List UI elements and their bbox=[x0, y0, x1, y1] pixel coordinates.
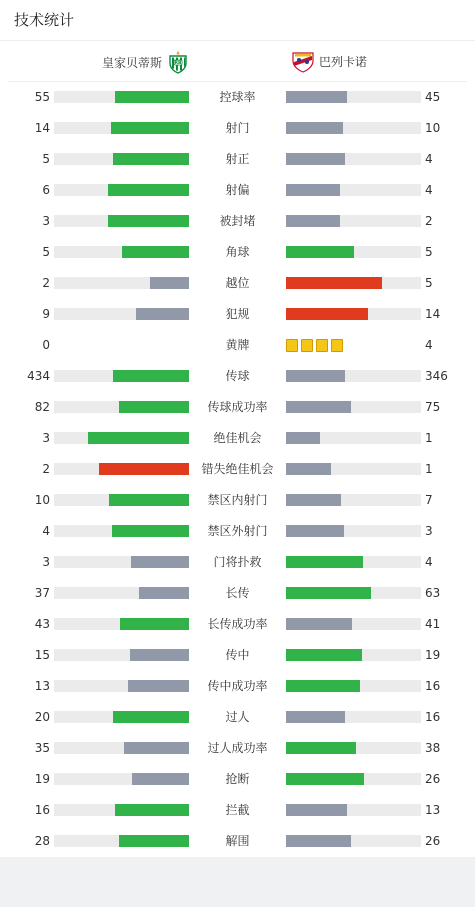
stat-row bbox=[0, 423, 475, 454]
stat-row bbox=[0, 113, 475, 144]
stat-row bbox=[0, 82, 475, 113]
away-bar-fill bbox=[286, 649, 362, 661]
away-bar-track bbox=[286, 153, 421, 165]
away-bar-fill bbox=[286, 122, 343, 134]
away-value: 16 bbox=[425, 679, 441, 693]
home-value: 14 bbox=[34, 121, 50, 135]
away-bar-fill bbox=[286, 463, 331, 475]
away-bar-track bbox=[286, 494, 421, 506]
home-bar-fill bbox=[113, 370, 189, 382]
home-value: 0 bbox=[42, 338, 50, 352]
away-value: 63 bbox=[425, 586, 441, 600]
away-bar-fill bbox=[286, 401, 351, 413]
stat-label: 被封堵 bbox=[219, 214, 256, 228]
home-bar-track bbox=[54, 215, 189, 227]
away-value: 26 bbox=[425, 772, 441, 786]
away-bar-track bbox=[286, 122, 421, 134]
stat-label: 黄牌 bbox=[225, 338, 250, 352]
rayo-vallecano-crest-icon bbox=[291, 49, 315, 73]
home-value: 9 bbox=[42, 307, 50, 321]
home-bar-fill bbox=[124, 742, 189, 754]
stat-row bbox=[0, 547, 475, 578]
home-value: 2 bbox=[42, 462, 50, 476]
home-bar-fill bbox=[136, 308, 189, 320]
home-value: 10 bbox=[34, 493, 50, 507]
away-value: 41 bbox=[425, 617, 441, 631]
away-bar-fill bbox=[286, 556, 363, 568]
stat-row bbox=[0, 516, 475, 547]
home-value: 5 bbox=[42, 152, 50, 166]
home-bar-fill bbox=[120, 618, 189, 630]
away-bar-fill bbox=[286, 277, 382, 289]
yellow-card-icon bbox=[301, 339, 313, 352]
away-bar-track bbox=[286, 525, 421, 537]
home-team-name: 皇家贝蒂斯 bbox=[102, 55, 163, 70]
away-bar-track bbox=[286, 401, 421, 413]
stat-row bbox=[0, 268, 475, 299]
yellow-card-icon bbox=[331, 339, 343, 352]
away-bar-fill bbox=[286, 618, 352, 630]
stat-label: 控球率 bbox=[219, 90, 256, 104]
away-bar-track bbox=[286, 91, 421, 103]
stats-list bbox=[0, 82, 475, 857]
real-betis-crest-icon bbox=[166, 50, 190, 74]
away-value: 4 bbox=[425, 152, 433, 166]
home-value: 55 bbox=[34, 90, 50, 104]
home-bar-track bbox=[54, 835, 189, 847]
away-value: 16 bbox=[425, 710, 441, 724]
title-divider bbox=[0, 40, 475, 41]
home-bar-fill bbox=[112, 525, 189, 537]
stat-row bbox=[0, 609, 475, 640]
yellow-card-icon bbox=[316, 339, 328, 352]
away-value: 4 bbox=[425, 338, 433, 352]
home-value: 4 bbox=[42, 524, 50, 538]
away-bar-fill bbox=[286, 432, 320, 444]
away-bar-fill bbox=[286, 215, 340, 227]
away-bar-fill bbox=[286, 587, 371, 599]
away-bar-fill bbox=[286, 91, 347, 103]
stat-label: 传中 bbox=[225, 648, 250, 662]
away-bar-track bbox=[286, 773, 421, 785]
away-bar-fill bbox=[286, 246, 354, 258]
stat-row bbox=[0, 578, 475, 609]
home-value: 35 bbox=[34, 741, 50, 755]
home-value: 19 bbox=[34, 772, 50, 786]
away-value: 14 bbox=[425, 307, 441, 321]
away-value: 2 bbox=[425, 214, 433, 228]
home-bar-track bbox=[54, 184, 189, 196]
away-bar-fill bbox=[286, 153, 345, 165]
away-value: 7 bbox=[425, 493, 433, 507]
home-bar-track bbox=[54, 91, 189, 103]
stat-row bbox=[0, 175, 475, 206]
home-bar-track bbox=[54, 277, 189, 289]
home-bar-track bbox=[54, 401, 189, 413]
stat-label: 解围 bbox=[225, 834, 250, 848]
stat-row bbox=[0, 795, 475, 826]
away-value: 1 bbox=[425, 431, 433, 445]
stat-label: 禁区内射门 bbox=[207, 493, 268, 507]
away-bar-fill bbox=[286, 525, 344, 537]
stat-label: 越位 bbox=[225, 276, 250, 290]
away-bar-track bbox=[286, 215, 421, 227]
home-bar-fill bbox=[109, 494, 189, 506]
away-value: 346 bbox=[425, 369, 448, 383]
away-value: 5 bbox=[425, 276, 433, 290]
stat-label: 抢断 bbox=[225, 772, 250, 786]
home-bar-fill bbox=[88, 432, 189, 444]
home-bar-track bbox=[54, 556, 189, 568]
home-bar-track bbox=[54, 587, 189, 599]
stat-row bbox=[0, 392, 475, 423]
away-bar-track bbox=[286, 711, 421, 723]
stat-row bbox=[0, 702, 475, 733]
stat-row bbox=[0, 485, 475, 516]
away-value: 4 bbox=[425, 555, 433, 569]
home-bar-fill bbox=[150, 277, 189, 289]
home-value: 15 bbox=[34, 648, 50, 662]
home-bar-track bbox=[54, 618, 189, 630]
home-bar-track bbox=[54, 308, 189, 320]
away-value: 19 bbox=[425, 648, 441, 662]
away-value: 75 bbox=[425, 400, 441, 414]
home-value: 3 bbox=[42, 555, 50, 569]
home-value: 6 bbox=[42, 183, 50, 197]
away-bar-track bbox=[286, 835, 421, 847]
home-bar-fill bbox=[115, 804, 189, 816]
home-bar-fill bbox=[108, 215, 189, 227]
away-bar-track bbox=[286, 804, 421, 816]
home-bar-fill bbox=[128, 680, 189, 692]
stat-row bbox=[0, 299, 475, 330]
home-bar-fill bbox=[131, 556, 189, 568]
away-value: 45 bbox=[425, 90, 441, 104]
away-value: 5 bbox=[425, 245, 433, 259]
home-bar-fill bbox=[119, 835, 189, 847]
svg-text:RB: RB bbox=[174, 61, 182, 66]
home-bar-track bbox=[54, 680, 189, 692]
stat-row bbox=[0, 454, 475, 485]
home-bar-fill bbox=[99, 463, 189, 475]
home-value: 3 bbox=[42, 214, 50, 228]
yellow-card-icon bbox=[286, 339, 298, 352]
away-bar-fill bbox=[286, 804, 347, 816]
stat-row bbox=[0, 640, 475, 671]
stat-row bbox=[0, 206, 475, 237]
away-bar-track bbox=[286, 432, 421, 444]
away-bar-track bbox=[286, 277, 421, 289]
away-bar-track bbox=[286, 680, 421, 692]
stat-label: 传球成功率 bbox=[207, 400, 268, 414]
stat-row bbox=[0, 733, 475, 764]
home-bar-track bbox=[54, 773, 189, 785]
stat-row bbox=[0, 144, 475, 175]
home-bar-track bbox=[54, 153, 189, 165]
away-bar-fill bbox=[286, 184, 340, 196]
away-value: 3 bbox=[425, 524, 433, 538]
stat-label: 射正 bbox=[225, 152, 250, 166]
home-bar-track bbox=[54, 649, 189, 661]
stat-label: 错失绝佳机会 bbox=[201, 462, 274, 476]
home-bar-track bbox=[54, 432, 189, 444]
away-bar-track bbox=[286, 370, 421, 382]
home-value: 5 bbox=[42, 245, 50, 259]
home-bar-fill bbox=[113, 153, 189, 165]
away-value: 13 bbox=[425, 803, 441, 817]
home-value: 20 bbox=[34, 710, 50, 724]
away-bar-fill bbox=[286, 742, 356, 754]
stat-label: 射偏 bbox=[225, 183, 250, 197]
away-bar-fill bbox=[286, 680, 360, 692]
away-bar-fill bbox=[286, 494, 341, 506]
home-bar-track bbox=[54, 122, 189, 134]
stat-label: 角球 bbox=[225, 245, 250, 259]
stat-label: 传中成功率 bbox=[207, 679, 268, 693]
away-value: 1 bbox=[425, 462, 433, 476]
away-team-header[interactable] bbox=[291, 49, 367, 73]
home-value: 2 bbox=[42, 276, 50, 290]
away-bar-fill bbox=[286, 370, 345, 382]
home-bar-track bbox=[54, 370, 189, 382]
stat-label: 长传 bbox=[225, 586, 250, 600]
page-title: 技术统计 bbox=[14, 11, 75, 29]
away-bar-track bbox=[286, 308, 421, 320]
stat-row bbox=[0, 237, 475, 268]
home-bar-fill bbox=[113, 711, 189, 723]
stat-label: 射门 bbox=[225, 121, 250, 135]
away-bar-fill bbox=[286, 773, 364, 785]
home-bar-track bbox=[54, 525, 189, 537]
home-bar-fill bbox=[132, 773, 189, 785]
stat-label: 绝佳机会 bbox=[213, 431, 262, 445]
stat-row bbox=[0, 764, 475, 795]
away-bar-track bbox=[286, 649, 421, 661]
stat-row bbox=[0, 671, 475, 702]
stat-label: 禁区外射门 bbox=[207, 524, 268, 538]
away-bar-track bbox=[286, 587, 421, 599]
home-bar-track bbox=[54, 463, 189, 475]
home-bar-fill bbox=[108, 184, 189, 196]
away-team-name: 巴列卡诺 bbox=[319, 54, 368, 69]
away-bar-track bbox=[286, 556, 421, 568]
stat-label: 门将扑救 bbox=[213, 555, 262, 569]
stat-row bbox=[0, 330, 475, 361]
home-bar-track bbox=[54, 804, 189, 816]
home-bar-fill bbox=[130, 649, 189, 661]
home-value: 43 bbox=[34, 617, 50, 631]
home-value: 82 bbox=[34, 400, 50, 414]
home-value: 16 bbox=[34, 803, 50, 817]
home-bar-track bbox=[54, 711, 189, 723]
away-bar-track bbox=[286, 184, 421, 196]
home-bar-fill bbox=[122, 246, 190, 258]
home-bar-track bbox=[54, 742, 189, 754]
away-bar-track bbox=[286, 463, 421, 475]
away-yellow-cards bbox=[286, 339, 343, 352]
home-bar-fill bbox=[111, 122, 189, 134]
away-bar-fill bbox=[286, 835, 351, 847]
stat-label: 犯规 bbox=[225, 307, 250, 321]
stat-row bbox=[0, 361, 475, 392]
stat-label: 传球 bbox=[225, 369, 250, 383]
away-bar-fill bbox=[286, 711, 345, 723]
home-bar-track bbox=[54, 494, 189, 506]
home-bar-fill bbox=[139, 587, 189, 599]
home-value: 13 bbox=[34, 679, 50, 693]
stat-label: 过人成功率 bbox=[207, 741, 268, 755]
home-value: 37 bbox=[34, 586, 50, 600]
stat-label: 拦截 bbox=[225, 803, 250, 817]
home-bar-fill bbox=[115, 91, 189, 103]
home-bar-track bbox=[54, 246, 189, 258]
home-value: 434 bbox=[27, 369, 50, 383]
away-bar-track bbox=[286, 246, 421, 258]
away-value: 26 bbox=[425, 834, 441, 848]
home-value: 28 bbox=[34, 834, 50, 848]
home-team-header[interactable] bbox=[102, 50, 190, 74]
away-bar-track bbox=[286, 742, 421, 754]
stat-label: 长传成功率 bbox=[207, 617, 268, 631]
home-bar-fill bbox=[119, 401, 189, 413]
home-value: 3 bbox=[42, 431, 50, 445]
stat-row bbox=[0, 826, 475, 857]
stat-label: 过人 bbox=[225, 710, 250, 724]
away-bar-track bbox=[286, 618, 421, 630]
away-value: 4 bbox=[425, 183, 433, 197]
away-bar-fill bbox=[286, 308, 368, 320]
away-value: 10 bbox=[425, 121, 441, 135]
away-value: 38 bbox=[425, 741, 441, 755]
